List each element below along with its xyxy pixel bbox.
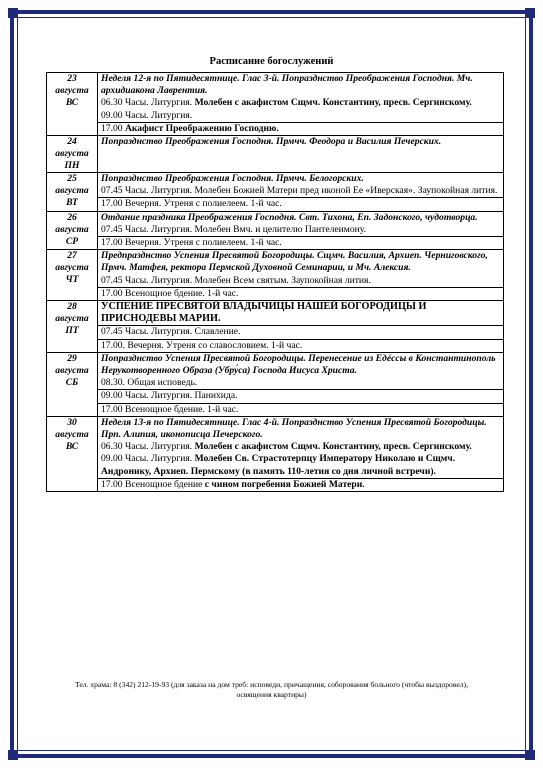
schedule-table xyxy=(46,72,504,492)
date-cell xyxy=(47,416,98,491)
feast-heading: УСПЕНИЕ ПРЕСВЯТОЙ ВЛАДЫЧИЦЫ НАШЕЙ БОГОРОДИЦЫ И ПРИСНОДЕВЫ МАРИИ. xyxy=(101,301,427,325)
day-number: 30 xyxy=(67,416,77,428)
footer-contact: Тел. храма: 8 (342) 212-19-93 (для заказа на дом треб: исповеди, причащения, соборования больного (чтобы выздоровел), освящения квартиры) xyxy=(75,680,468,699)
service-cell xyxy=(98,250,504,301)
weekday: ВС xyxy=(65,97,79,108)
month: августа xyxy=(55,428,89,440)
weekday: ВС xyxy=(65,440,79,452)
day-number: 24 xyxy=(67,136,77,148)
table-row xyxy=(47,352,504,416)
feast-heading: Отдание праздника Преображения Господня. Свт. Тихона, Еп. Задонского, чудотворца. xyxy=(101,211,478,223)
service-cell xyxy=(98,73,504,136)
corner-ornament xyxy=(8,8,18,18)
feast-heading: Попразднство Успения Пресвятой Богородицы. Перенесение из Едéссы в Константинополь Нерукотворенного Образа (Убру́са) Господа Иисуса Христа. xyxy=(101,352,496,377)
table-row xyxy=(47,73,504,136)
feast-heading: Попразднство Преображения Господня. Прмчч. Белогорских. xyxy=(101,173,364,185)
table-row xyxy=(47,250,504,301)
day-number: 29 xyxy=(67,352,77,364)
month: августа xyxy=(55,364,89,376)
feast-heading: Предпразднство Успения Пресвятой Богородицы. Сщмч. Василия, Архиеп. Черниговского, Прмч. Матфея, ректора Пермской Духовной Семинарии, и Мч. Алексия. xyxy=(101,250,488,274)
table-row xyxy=(47,136,504,173)
feast-heading: Неделя 13-я по Пятидесятнице. Глас 4-й. Попразднство Успения Пресвятой Богородицы. Прп. Алипия, иконописца Печерского. xyxy=(101,416,487,441)
weekday: ВТ xyxy=(66,197,78,209)
service-line: 06.30 Часы. Литургия. Молебен с акафистом Сщмч. Константину, пресв. Сергинскому. xyxy=(101,97,472,109)
date-cell xyxy=(47,136,98,173)
weekday: СБ xyxy=(65,376,79,388)
month: августа xyxy=(55,262,89,274)
corner-ornament xyxy=(525,750,535,760)
service-line: 17.00 Вечерня. Утреня с полиелеем. 1-й час. xyxy=(98,197,503,210)
service-line: 17.00 Акафист Преображению Господню. xyxy=(98,122,503,135)
service-line: 17.00 Всенощное бдение с чином погребения Божией Матери. xyxy=(98,478,503,491)
day-number: 26 xyxy=(67,211,77,223)
service-cell xyxy=(98,416,504,491)
month: августа xyxy=(55,223,89,235)
corner-ornament xyxy=(8,750,18,760)
feast-heading: Попразднство Преображения Господня. Прмчч. Феодора и Василия Печерских. xyxy=(101,136,442,148)
day-number: 25 xyxy=(67,173,77,185)
service-cell xyxy=(98,211,504,250)
service-line: 17.00 Всенощное бдение. 1-й час. xyxy=(98,287,503,300)
month: августа xyxy=(55,148,89,160)
date-cell xyxy=(47,173,98,212)
service-cell xyxy=(98,301,504,353)
service-cell xyxy=(98,173,504,212)
service-line: 09.00 Часы. Литургия. Панихида. xyxy=(98,389,503,402)
service-cell xyxy=(98,136,504,173)
day-number: 28 xyxy=(67,301,77,313)
date-cell xyxy=(47,352,98,416)
service-cell xyxy=(98,352,504,416)
service-line: 17.00 Всенощное бдение. 1-й час. xyxy=(98,403,503,416)
day-number: 23 xyxy=(67,73,77,84)
weekday: ПН xyxy=(64,160,80,172)
table-row xyxy=(47,173,504,212)
page-title: Расписание богослужений xyxy=(209,56,334,67)
date-cell xyxy=(47,73,98,136)
table-row xyxy=(47,301,504,353)
service-line: 07.45 Часы. Литургия. Молебен Всем святым. Заупокойная лития. xyxy=(101,274,371,286)
service-line: 09.00 Часы. Литургия. Молебен Св. Страстотерпцу Императору Николаю и Сщмч. Андронику, Архиеп. Пермскому (в память 110-летия со дня личной встречи). xyxy=(101,453,456,477)
month: августа xyxy=(55,85,89,96)
corner-ornament xyxy=(525,8,535,18)
month: августа xyxy=(55,185,89,197)
day-number: 27 xyxy=(67,250,77,262)
service-line: 07.45 Часы. Литургия. Славление. xyxy=(98,325,503,338)
table-row xyxy=(47,211,504,250)
service-line: 17.00. Вечерня. Утреня со славословием. 1-й час. xyxy=(98,339,503,352)
date-cell xyxy=(47,211,98,250)
weekday: СР xyxy=(65,235,79,247)
date-cell xyxy=(47,301,98,353)
month: августа xyxy=(55,313,89,325)
weekday: ПТ xyxy=(65,325,79,337)
date-cell xyxy=(47,250,98,301)
service-line: 09.00 Часы. Литургия. xyxy=(101,109,193,121)
table-row xyxy=(47,416,504,491)
service-line: 17.00 Вечерня. Утреня с полиелеем. 1-й час. xyxy=(98,236,503,249)
weekday: ЧТ xyxy=(65,274,79,286)
service-line: 08.30. Общая исповедь. xyxy=(101,377,198,389)
service-line: 07.45 Часы. Литургия. Молебен Божией Матери пред иконой Ее «Иверская». Заупокойная лития. xyxy=(101,185,498,197)
service-line: 07.45 Часы. Литургия. Молебен Вмч. и целителю Пантелеимону. xyxy=(101,223,367,235)
service-line: 06.30 Часы. Литургия. Молебен с акафистом Сщмч. Константину, пресв. Сергинскому. xyxy=(101,441,472,453)
feast-heading: Неделя 12-я по Пятидесятнице. Глас 3-й. Попразднство Преображения Господня. Мч. архидиакона Лаврентия. xyxy=(101,73,473,97)
